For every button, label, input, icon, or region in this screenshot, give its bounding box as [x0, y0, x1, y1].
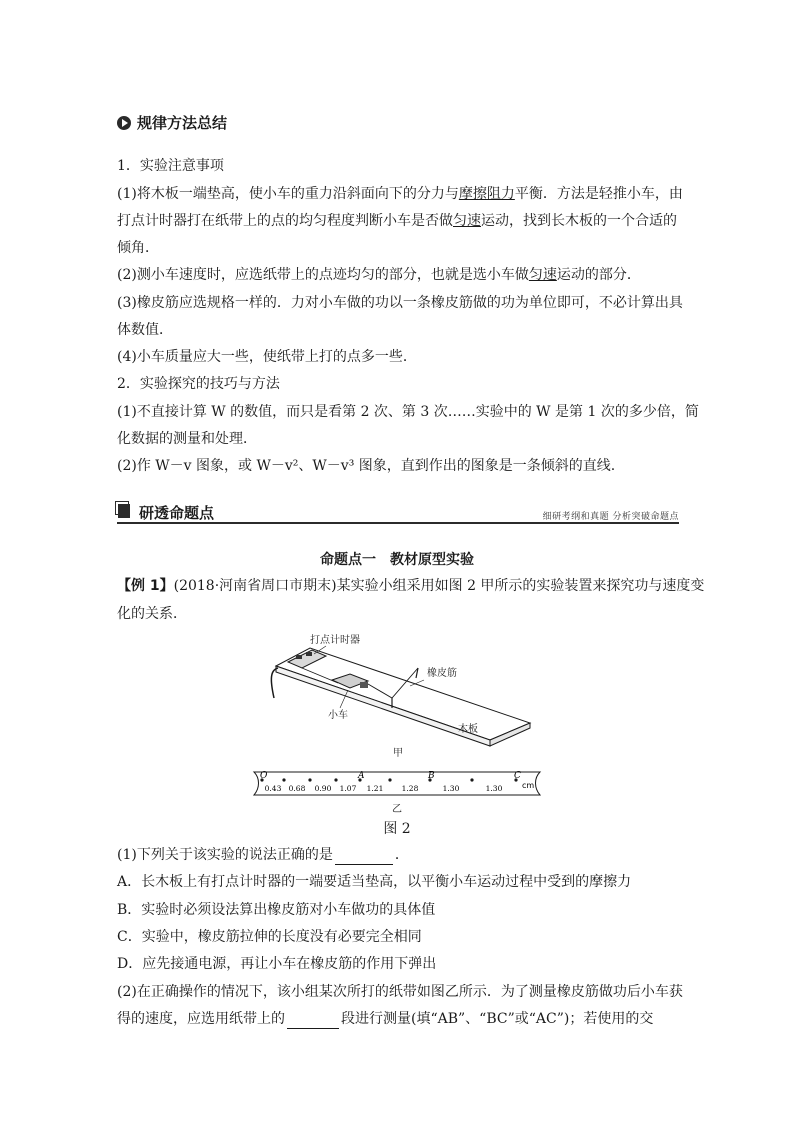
label-rubber: 橡皮筋 [427, 668, 457, 679]
tape-dot [334, 778, 337, 781]
underlined-term: 匀速 [528, 267, 557, 283]
p1-heading: 1．实验注意事项 [117, 158, 224, 174]
p2-line-1: (1)不直接计算 W 的数值，而只是看第 2 次、第 3 次……实验中的 W 是第 1 次的多少倍，简 [117, 404, 699, 420]
caption-jia: 甲 [393, 748, 403, 759]
tape-dot [388, 778, 391, 781]
figure-caption: 图 2 [383, 821, 411, 837]
tape-value: 0.43 [264, 784, 282, 793]
option-b: B．实验时必须设法算出橡皮筋对小车做功的具体值 [117, 902, 436, 918]
method-title: 规律方法总结 [137, 114, 228, 132]
p2-line-3: (2)作 W－v 图象，或 W－v²、W－v³ 图象，直到作出的图象是一条倾斜的直线. [117, 458, 616, 474]
q2-line-2: 得的速度，应选用纸带上的 段进行测量(填“AB”、“BC”或“AC”)；若使用的交 [117, 1011, 654, 1027]
section-subtitle: 细研考纲和真题 分析突破命题点 [542, 512, 679, 522]
play-circle-icon [117, 116, 131, 130]
p2-heading: 2．实验探究的技巧与方法 [117, 376, 280, 392]
section-header [117, 500, 679, 524]
label-timer: 打点计时器 [310, 635, 360, 646]
tape-value: 1.21 [366, 784, 384, 793]
tape-point-C: C [514, 771, 521, 781]
tape-unit: cm [522, 781, 535, 790]
option-d: D．应先接通电源，再让小车在橡皮筋的作用下弹出 [117, 956, 437, 972]
topic-title: 命题点一 教材原型实验 [320, 552, 474, 568]
caption-yi: 乙 [392, 804, 402, 815]
section-rule [117, 522, 679, 524]
example-line-2: 化的关系． [117, 606, 187, 622]
example-tag: 【例 1】 [117, 578, 174, 594]
section-square-icon [118, 504, 130, 518]
tape-value: 1.28 [401, 784, 419, 793]
p1-line-7: (4)小车质量应大一些，使纸带上打的点多一些． [117, 349, 417, 365]
p1-line-4: (2)测小车速度时，应选纸带上的点迹均匀的部分，也就是选小车做匀速运动的部分． [117, 267, 641, 283]
q2-line-1: (2)在正确操作的情况下，该小组某次所打的纸带如图乙所示．为了测量橡皮筋做功后小车获 [117, 984, 683, 1000]
example-line-1: 【例 1】(2018·河南省周口市期末)某实验小组采用如图 2 甲所示的实验装置来探究功与速度变 [117, 578, 705, 594]
method-title-box [117, 112, 227, 133]
answer-blank-2 [287, 1014, 339, 1029]
tape-dot [282, 778, 285, 781]
tape-value: 0.68 [288, 784, 306, 793]
tape-value: 1.07 [339, 784, 357, 793]
tape-value: 0.90 [314, 784, 332, 793]
p2-line-2: 化数据的测量和处理． [117, 431, 257, 447]
tape-dot [308, 778, 311, 781]
p1-line-2: 打点计时器打在纸带上的点的均匀程度判断小车是否做匀速运动，找到长木板的一个合适的 [117, 213, 677, 229]
tape-point-B: B [428, 771, 435, 781]
label-board: 木板 [458, 724, 478, 735]
p1-line-3: 倾角． [117, 240, 159, 256]
tape-dot [470, 778, 473, 781]
figure-2 [240, 628, 560, 838]
option-a: A．长木板上有打点计时器的一端要适当垫高，以平衡小车运动过程中受到的摩擦力 [117, 874, 632, 890]
tape-point-O: O [260, 771, 268, 781]
underlined-term: 匀速 [453, 213, 481, 229]
label-cart: 小车 [328, 710, 348, 721]
option-c: C．实验中，橡皮筋拉伸的长度没有必要完全相同 [117, 929, 422, 945]
p1-line-1: (1)将木板一端垫高，使小车的重力沿斜面向下的分力与摩擦阻力平衡．方法是轻推小车，由 [117, 186, 683, 202]
p1-line-5: (3)橡皮筋应选规格一样的．力对小车做的功以一条橡皮筋做的功为单位即可，不必计算出具 [117, 295, 683, 311]
tape-point-A: A [358, 771, 365, 781]
q1-line: (1)下列关于该实验的说法正确的是 ． [117, 847, 409, 863]
answer-blank-1 [335, 850, 393, 865]
p1-line-6: 体数值． [117, 322, 173, 338]
underlined-term: 摩擦阻力 [458, 186, 515, 202]
tape-value: 1.30 [442, 784, 460, 793]
tape-value: 1.30 [485, 784, 503, 793]
section-title: 研透命题点 [139, 504, 215, 522]
